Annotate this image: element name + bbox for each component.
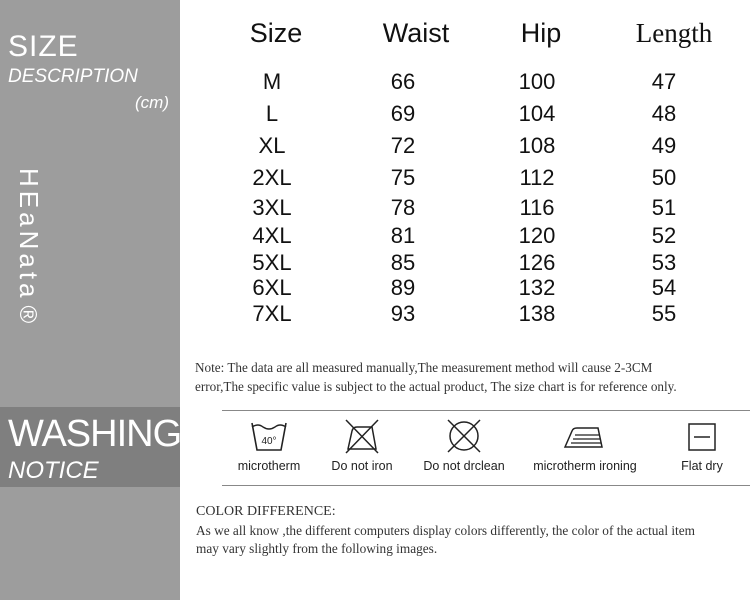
table-row	[220, 275, 750, 303]
hip-cell: 126	[518, 250, 556, 275]
header-length: Length	[635, 18, 713, 48]
table-row	[220, 195, 750, 223]
sidebar	[0, 0, 180, 600]
waist-cell: 81	[390, 223, 416, 248]
waist-cell: 66	[390, 69, 416, 94]
table-row	[220, 101, 750, 129]
waist-cell: 89	[390, 275, 416, 300]
length-cell: 49	[651, 133, 677, 158]
wash-label: Do not iron	[331, 459, 393, 473]
washing-section-title: WASHING	[8, 413, 182, 455]
length-cell: 55	[651, 301, 677, 326]
hip-cell: 104	[518, 101, 556, 126]
color-difference-line: As we all know ,the different computers display colors differently, the color of the actual item	[196, 523, 695, 538]
washing-section-subtitle: NOTICE	[8, 457, 99, 484]
size-cell: 5XL	[252, 250, 292, 275]
header-waist: Waist	[382, 18, 450, 48]
hip-cell: 116	[519, 195, 555, 220]
size-cell: 7XL	[252, 301, 292, 326]
size-cell: XL	[258, 133, 286, 158]
iron-low-icon	[560, 423, 610, 453]
table-row	[220, 223, 750, 251]
length-cell: 50	[651, 165, 677, 190]
no-iron-icon	[342, 417, 382, 455]
brand-name: HEaNata	[14, 168, 44, 302]
color-difference-title: COLOR DIFFERENCE:	[196, 504, 336, 519]
waist-cell: 85	[390, 250, 416, 275]
size-cell: L	[265, 101, 279, 126]
size-cell: 3XL	[252, 195, 292, 220]
brand-logo	[13, 168, 44, 327]
waist-cell: 93	[390, 301, 416, 326]
header-hip: Hip	[520, 18, 562, 48]
length-cell: 52	[651, 223, 677, 248]
table-row	[220, 165, 750, 193]
hip-cell: 100	[518, 69, 556, 94]
hip-cell: 132	[518, 275, 556, 300]
size-cell: 6XL	[252, 275, 292, 300]
waist-cell: 78	[390, 195, 416, 220]
table-row	[220, 133, 750, 161]
wash-item-iron-low	[530, 411, 640, 485]
wash-label: Do not drclean	[423, 459, 505, 473]
wash-label: microtherm	[237, 459, 301, 473]
no-dryclean-icon	[444, 417, 484, 455]
table-row	[220, 250, 750, 278]
table-row	[220, 69, 750, 97]
registered-mark: ®	[14, 305, 41, 328]
wash-temp-label: 40°	[261, 436, 277, 447]
wash-label: Flat dry	[681, 459, 723, 473]
length-cell: 53	[651, 250, 677, 275]
table-row	[220, 301, 750, 329]
color-difference-note	[196, 504, 750, 558]
waist-cell: 75	[390, 165, 416, 190]
waist-cell: 69	[390, 101, 416, 126]
washing-instructions	[222, 410, 750, 486]
wash-label: microtherm ironing	[533, 459, 637, 473]
waist-cell: 72	[390, 133, 416, 158]
size-section-subtitle: DESCRIPTION	[8, 66, 138, 87]
color-difference-line: may vary slightly from the following images.	[196, 541, 438, 556]
hip-cell: 108	[518, 133, 556, 158]
flat-dry-icon	[686, 421, 718, 453]
wash-item-flat-dry	[647, 411, 750, 485]
wash-40-icon	[249, 420, 289, 452]
note-line: error,The specific value is subject to the actual product, The size chart is for reference only.	[195, 379, 677, 394]
length-cell: 51	[651, 195, 677, 220]
length-cell: 54	[651, 275, 677, 300]
size-cell: 4XL	[252, 223, 292, 248]
size-cell: M	[262, 69, 282, 94]
note-line: Note: The data are all measured manually,The measurement method will cause 2-3CM	[195, 360, 653, 375]
measurement-note	[195, 358, 750, 396]
wash-item-no-iron	[307, 411, 417, 485]
washing-section-header	[0, 407, 180, 487]
length-cell: 47	[651, 69, 677, 94]
unit-label: (cm)	[135, 93, 169, 112]
length-cell: 48	[651, 101, 677, 126]
hip-cell: 112	[519, 165, 555, 190]
size-section-title: SIZE	[8, 30, 79, 63]
hip-cell: 120	[518, 223, 556, 248]
header-size: Size	[249, 18, 303, 48]
hip-cell: 138	[518, 301, 556, 326]
wash-item-no-dryclean	[409, 411, 519, 485]
size-cell: 2XL	[252, 165, 292, 190]
